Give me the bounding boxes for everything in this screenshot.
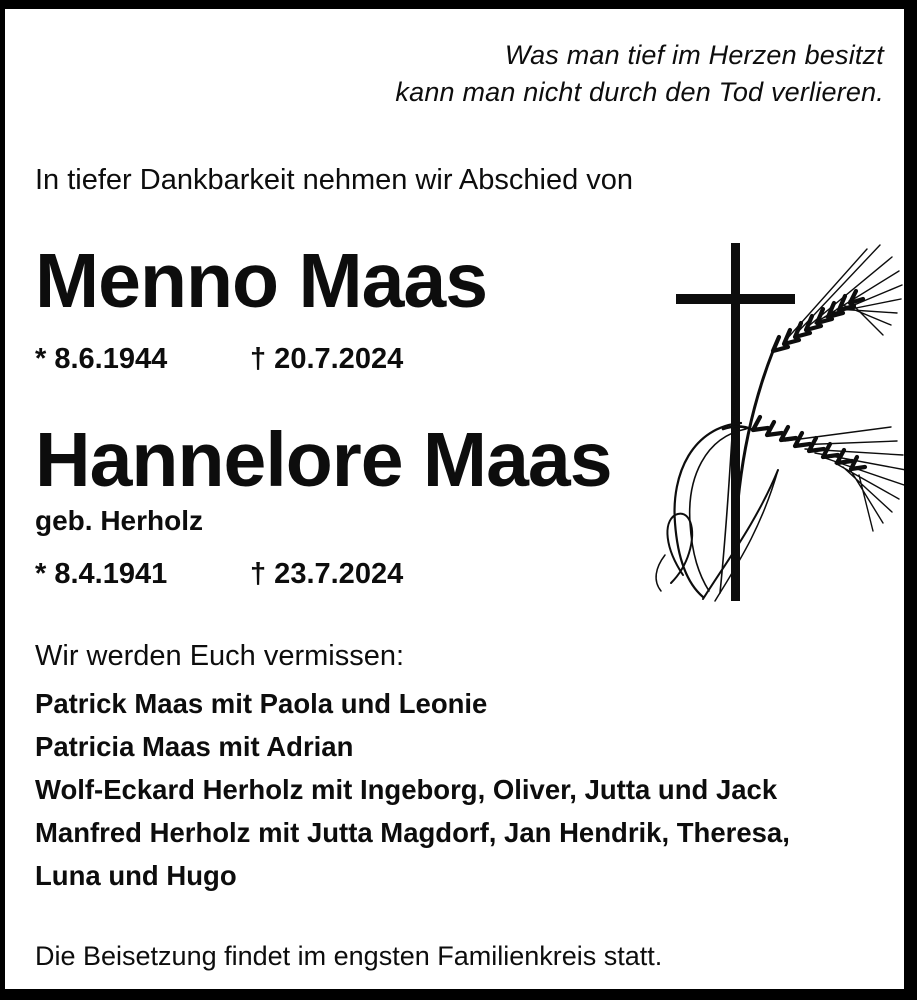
notice-content	[5, 9, 904, 989]
intro-text: In tiefer Dankbarkeit nehmen wir Abschied von	[35, 164, 634, 196]
epigraph	[35, 37, 884, 111]
deceased-name-1: Menno Maas	[35, 238, 488, 324]
mourner-line: Wolf-Eckard Herholz mit Ingeborg, Oliver, Jutta und Jack	[35, 774, 778, 805]
death-date-1: † 20.7.2024	[250, 343, 404, 375]
maiden-name: geb. Herholz	[35, 505, 204, 536]
birth-date-1: * 8.6.1944	[35, 343, 168, 375]
mourners-list	[35, 682, 884, 897]
death-date-2: † 23.7.2024	[250, 558, 404, 590]
closing-text: Die Beisetzung findet im engsten Familienkreis statt.	[35, 941, 663, 971]
epigraph-line-1: Was man tief im Herzen besitzt	[504, 40, 884, 70]
birth-date-2: * 8.4.1941	[35, 558, 168, 590]
mourner-line: Luna und Hugo	[35, 860, 237, 891]
deceased-name-2: Hannelore Maas	[35, 417, 612, 503]
mourner-line: Patricia Maas mit Adrian	[35, 731, 354, 762]
mourner-line: Manfred Herholz mit Jutta Magdorf, Jan Hendrik, Theresa,	[35, 817, 790, 848]
farewell-heading: Wir werden Euch vermissen:	[35, 640, 405, 672]
epigraph-line-2: kann man nicht durch den Tod verlieren.	[395, 77, 884, 107]
mourner-line: Patrick Maas mit Paola und Leonie	[35, 688, 488, 719]
cross-wheat-illustration	[645, 223, 904, 613]
